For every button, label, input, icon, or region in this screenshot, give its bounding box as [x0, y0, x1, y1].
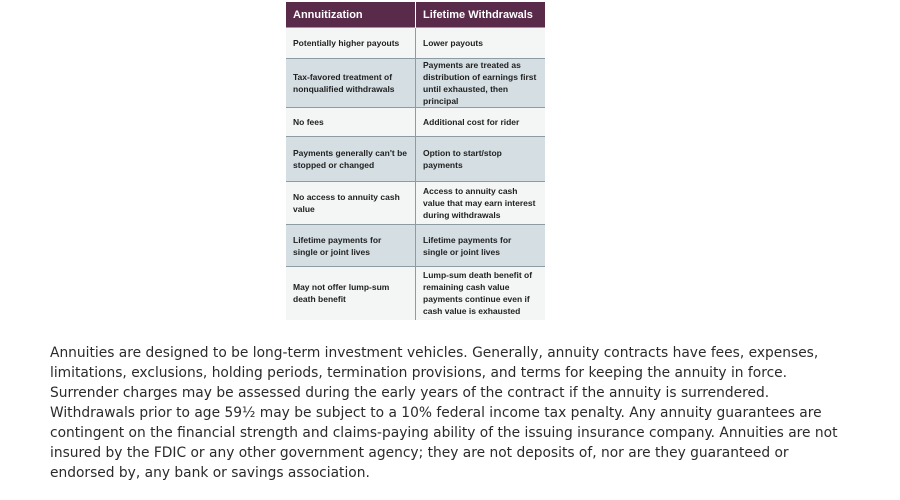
table-row [286, 59, 545, 108]
header-annuitization: Annuitization [286, 2, 416, 28]
header-lifetime-withdrawals: Lifetime Withdrawals [416, 2, 546, 28]
annuitization-cell: No fees [286, 108, 416, 137]
lifetime-withdrawals-cell: Lump-sum death benefit of remaining cash value payments continue even if cash value is exhausted [416, 267, 546, 320]
annuitization-cell: Payments generally can't be stopped or changed [286, 137, 416, 182]
comparison-figure [286, 2, 545, 316]
table-row [286, 108, 545, 137]
lifetime-withdrawals-cell: Lifetime payments for single or joint lives [416, 225, 546, 267]
annuitization-cell: Lifetime payments for single or joint lives [286, 225, 416, 267]
table-row [286, 137, 545, 182]
lifetime-withdrawals-cell: Payments are treated as distribution of earnings first until exhausted, then principal [416, 59, 546, 108]
annuitization-cell: Potentially higher payouts [286, 28, 416, 59]
table-row [286, 182, 545, 225]
table-row [286, 225, 545, 267]
annuitization-cell: May not offer lump-sum death benefit [286, 267, 416, 320]
lifetime-withdrawals-cell: Additional cost for rider [416, 108, 546, 137]
annuitization-cell: Tax-favored treatment of nonqualified withdrawals [286, 59, 416, 108]
table-row [286, 267, 545, 320]
lifetime-withdrawals-cell: Lower payouts [416, 28, 546, 59]
table-header-row [286, 2, 545, 28]
table-row [286, 28, 545, 59]
disclaimer-paragraph: Annuities are designed to be long-term investment vehicles. Generally, annuity contracts have fees, expenses, limitations, exclusions, holding periods, termination provisions, and terms for keeping the annuity in force. Surrender charges may be assessed during the early years of the contract if the annuity is surrendered. Withdrawals prior to age 59½ may be subject to a 10% federal income tax penalty. Any annuity guarantees are contingent on the financial strength and claims-paying ability of the issuing insurance company. Annuities are not insured by the FDIC or any other government agency; they are not deposits of, nor are they guaranteed or endorsed by, any bank or savings association. [50, 345, 838, 481]
comparison-table [286, 2, 545, 320]
annuitization-cell: No access to annuity cash value [286, 182, 416, 225]
lifetime-withdrawals-cell: Access to annuity cash value that may earn interest during withdrawals [416, 182, 546, 225]
lifetime-withdrawals-cell: Option to start/stop payments [416, 137, 546, 182]
